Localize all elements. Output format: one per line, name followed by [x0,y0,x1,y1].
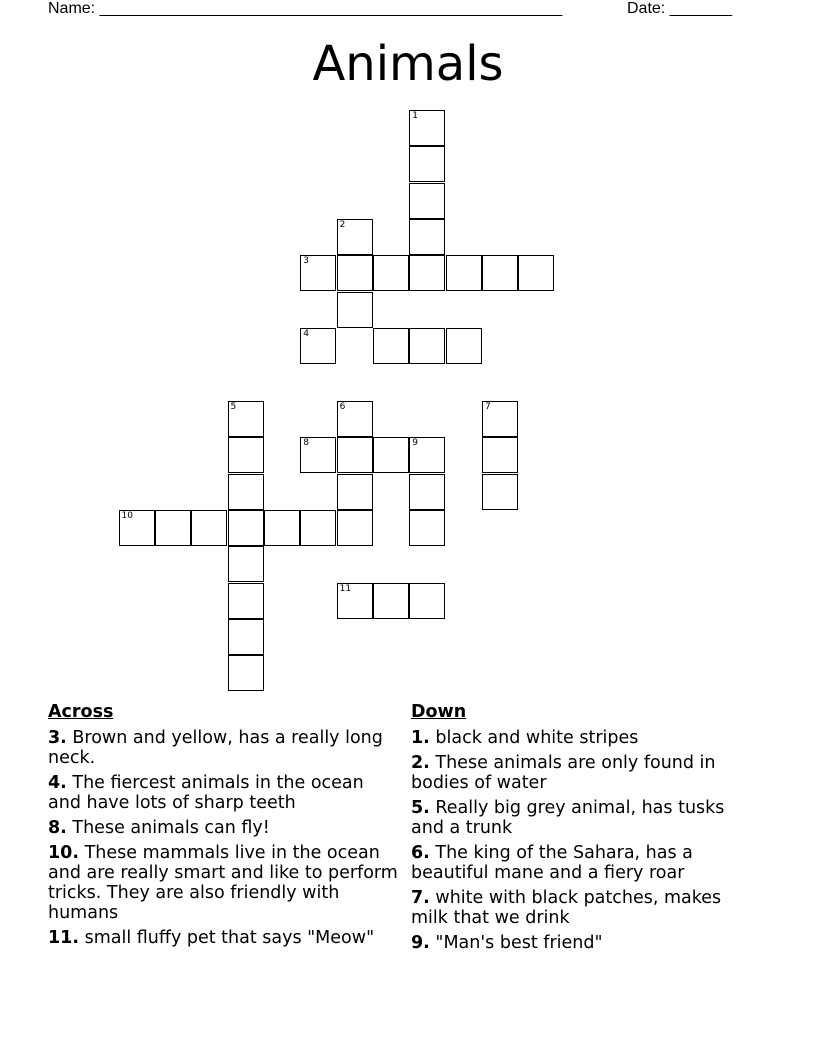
crossword-cell[interactable] [300,328,336,364]
clue-number: 7. [411,888,430,908]
crossword-cell[interactable] [409,474,445,510]
down-clue [411,798,756,838]
crossword-cell[interactable] [300,255,336,291]
down-clue [411,888,756,928]
crossword-cell[interactable] [228,437,264,473]
cell-number: 10 [121,510,133,521]
cell-number: 4 [303,329,309,340]
crossword-cell[interactable] [228,401,264,437]
cell-number: 7 [485,401,491,412]
crossword-cell[interactable] [264,510,300,546]
crossword-cell[interactable] [409,183,445,219]
clue-number: 1. [411,728,430,748]
clue-text: small fluffy pet that says "Meow" [84,928,375,948]
clue-text: The king of the Sahara, has a beautiful mane and a fiery roar [411,843,693,883]
crossword-cell[interactable] [482,474,518,510]
crossword-cell[interactable] [337,583,373,619]
clue-number: 11. [48,928,80,948]
across-clue [48,728,400,768]
crossword-cell[interactable] [191,510,227,546]
clue-text: "Man's best friend" [435,933,603,953]
crossword-cell[interactable] [337,292,373,328]
crossword-cell[interactable] [337,437,373,473]
clue-number: 8. [48,818,67,838]
crossword-cell[interactable] [409,510,445,546]
date-field-label[interactable]: Date: _______ [627,0,732,17]
crossword-cell[interactable] [409,255,445,291]
clue-number: 9. [411,933,430,953]
clue-number: 2. [411,753,430,773]
crossword-cell[interactable] [155,510,191,546]
down-clue [411,753,756,793]
crossword-cell[interactable] [337,401,373,437]
page-title: Animals [312,36,504,92]
crossword-cell[interactable] [482,401,518,437]
crossword-cell[interactable] [373,328,409,364]
across-clues [48,702,400,953]
cell-number: 5 [230,401,237,412]
crossword-cell[interactable] [337,510,373,546]
down-clue [411,933,756,953]
clue-text: These animals can fly! [72,818,270,838]
cell-number: 3 [303,256,309,267]
crossword-cell[interactable] [300,510,336,546]
crossword-cell[interactable] [337,474,373,510]
crossword-cell[interactable] [446,328,482,364]
clue-text: These animals are only found in bodies of water [411,753,716,793]
clue-text: black and white stripes [435,728,639,748]
clue-number: 6. [411,843,430,863]
crossword-cell[interactable] [337,219,373,255]
cell-number: 9 [412,438,419,449]
crossword-cell[interactable] [228,546,264,582]
clue-text: The fiercest animals in the ocean and have lots of sharp teeth [48,773,364,813]
crossword-cell[interactable] [409,437,445,473]
crossword-cell[interactable] [409,146,445,182]
across-clue [48,843,400,923]
clue-number: 5. [411,798,430,818]
cell-number: 11 [339,583,352,594]
crossword-cell[interactable] [337,255,373,291]
clue-text: These mammals live in the ocean and are really smart and like to perform tricks. They are also friendly with humans [48,843,398,923]
crossword-cell[interactable] [409,583,445,619]
crossword-cell[interactable] [482,437,518,473]
crossword-cell[interactable] [119,510,155,546]
crossword-cell[interactable] [228,583,264,619]
crossword-cell[interactable] [482,255,518,291]
clue-text: Brown and yellow, has a really long neck. [48,728,383,768]
across-clue [48,928,400,948]
crossword-cell[interactable] [228,655,264,691]
down-clue [411,843,756,883]
crossword-cell[interactable] [373,437,409,473]
cell-number: 8 [303,438,309,449]
clue-text: Really big grey animal, has tusks and a trunk [411,798,725,838]
cell-number: 2 [339,220,346,231]
crossword-cell[interactable] [409,110,445,146]
cell-number: 1 [412,111,419,121]
across-clue [48,818,400,838]
name-field-label[interactable]: Name: ____________________________________________________ [48,0,563,17]
across-heading: Across [48,702,114,722]
crossword-cell[interactable] [228,619,264,655]
crossword-cell[interactable] [373,583,409,619]
crossword-cell[interactable] [409,328,445,364]
down-heading: Down [411,702,467,722]
clue-text: white with black patches, makes milk that we drink [411,888,722,928]
crossword-cell[interactable] [228,510,264,546]
crossword-cell[interactable] [300,437,336,473]
clue-number: 4. [48,773,67,793]
crossword-cell[interactable] [518,255,554,291]
across-clue [48,773,400,813]
crossword-cell[interactable] [446,255,482,291]
crossword-cell[interactable] [228,474,264,510]
cell-number: 6 [339,401,346,412]
clue-number: 10. [48,843,80,863]
down-clues [411,702,756,958]
crossword-cell[interactable] [409,219,445,255]
down-clue [411,728,756,748]
clue-number: 3. [48,728,67,748]
crossword-cell[interactable] [373,255,409,291]
